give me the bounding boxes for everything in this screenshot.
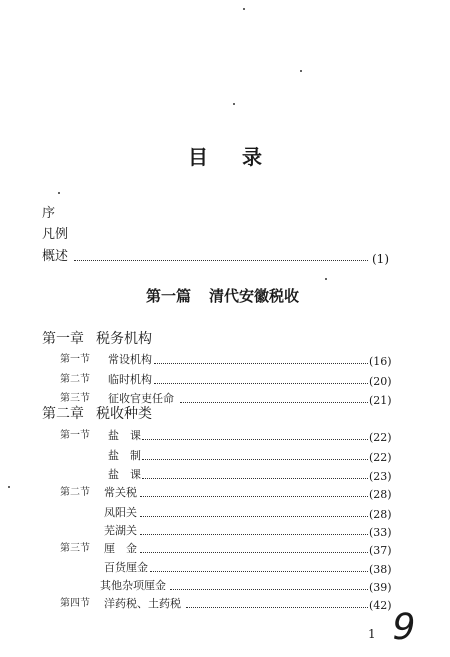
toc-leader [142, 439, 368, 440]
toc-leader [140, 496, 368, 497]
toc-leader [140, 552, 368, 553]
toc-entry[interactable]: 盐 课 [108, 468, 141, 481]
title-char-1: 目 [188, 145, 208, 169]
toc-entry[interactable]: 常关税 [104, 486, 137, 499]
toc-entry[interactable]: 征收官吏任命 [108, 392, 174, 405]
toc-page-number: (20) [369, 375, 392, 388]
scan-speck [300, 70, 302, 72]
section-label: 第三节 [60, 543, 90, 554]
part-title: 清代安徽税收 [209, 287, 300, 305]
title-char-2: 录 [242, 145, 262, 169]
toc-page-number: (23) [369, 470, 392, 483]
chapter-label: 第二章 [42, 406, 84, 422]
chapter-heading[interactable] [42, 332, 152, 346]
scan-speck [325, 278, 327, 280]
toc-entry[interactable]: 厘 金 [104, 542, 137, 555]
scan-speck [243, 8, 245, 10]
section-label: 第一节 [60, 430, 90, 441]
part-label: 第一篇 [146, 287, 192, 305]
chapter-label: 第一章 [42, 331, 84, 347]
toc-leader [140, 534, 368, 535]
toc-page-number: (42) [369, 599, 392, 612]
toc-page-number: (16) [369, 355, 392, 368]
front-matter-preface[interactable]: 序 [42, 206, 56, 221]
toc-entry[interactable]: 常设机构 [108, 353, 152, 366]
toc-leader [154, 363, 368, 364]
scan-speck [233, 103, 235, 105]
toc-page-number: (28) [369, 508, 392, 521]
section-label: 第三节 [60, 393, 90, 404]
toc-page-number: (33) [369, 526, 392, 539]
toc-leader [74, 260, 368, 261]
toc-entry[interactable]: 盐 课 [108, 429, 141, 442]
section-label: 第二节 [60, 374, 90, 385]
toc-leader [140, 516, 368, 517]
toc-leader [150, 571, 368, 572]
scan-speck [58, 192, 60, 194]
toc-page-number: (1) [372, 252, 389, 266]
toc-entry[interactable]: 洋药税、土药税 [104, 597, 181, 610]
toc-entry[interactable]: 其他杂项厘金 [100, 579, 166, 592]
toc-entry[interactable]: 百货厘金 [104, 561, 148, 574]
toc-entry[interactable]: 凤阳关 [104, 506, 137, 519]
page-number: 1 [368, 627, 376, 641]
chapter-heading[interactable] [42, 407, 152, 421]
front-matter-overview[interactable]: 概述 [42, 249, 69, 264]
toc-leader [180, 402, 368, 403]
section-label: 第一节 [60, 354, 90, 365]
page-title [188, 147, 262, 167]
chapter-title: 税务机构 [96, 331, 152, 347]
toc-entry[interactable]: 盐 制 [108, 449, 141, 462]
toc-page-number: (39) [369, 581, 392, 594]
scan-speck [8, 486, 10, 488]
toc-page-number: (22) [369, 451, 392, 464]
toc-leader [154, 383, 368, 384]
section-label: 第四节 [60, 598, 90, 609]
toc-page-number: (28) [369, 488, 392, 501]
toc-page-number: (21) [369, 394, 392, 407]
toc-page-number: (38) [369, 563, 392, 576]
chapter-title: 税收种类 [96, 406, 152, 422]
toc-entry[interactable]: 临时机构 [108, 373, 152, 386]
toc-page-number: (22) [369, 431, 392, 444]
toc-entry[interactable]: 芜湖关 [104, 524, 137, 537]
toc-leader [142, 478, 368, 479]
handwritten-number: 9 [388, 607, 419, 648]
front-matter-guide[interactable]: 凡例 [42, 227, 69, 242]
toc-leader [170, 589, 368, 590]
toc-leader [186, 607, 368, 608]
section-label: 第二节 [60, 487, 90, 498]
toc-page-number: (37) [369, 544, 392, 557]
part-heading [146, 289, 299, 304]
toc-leader [142, 459, 368, 460]
